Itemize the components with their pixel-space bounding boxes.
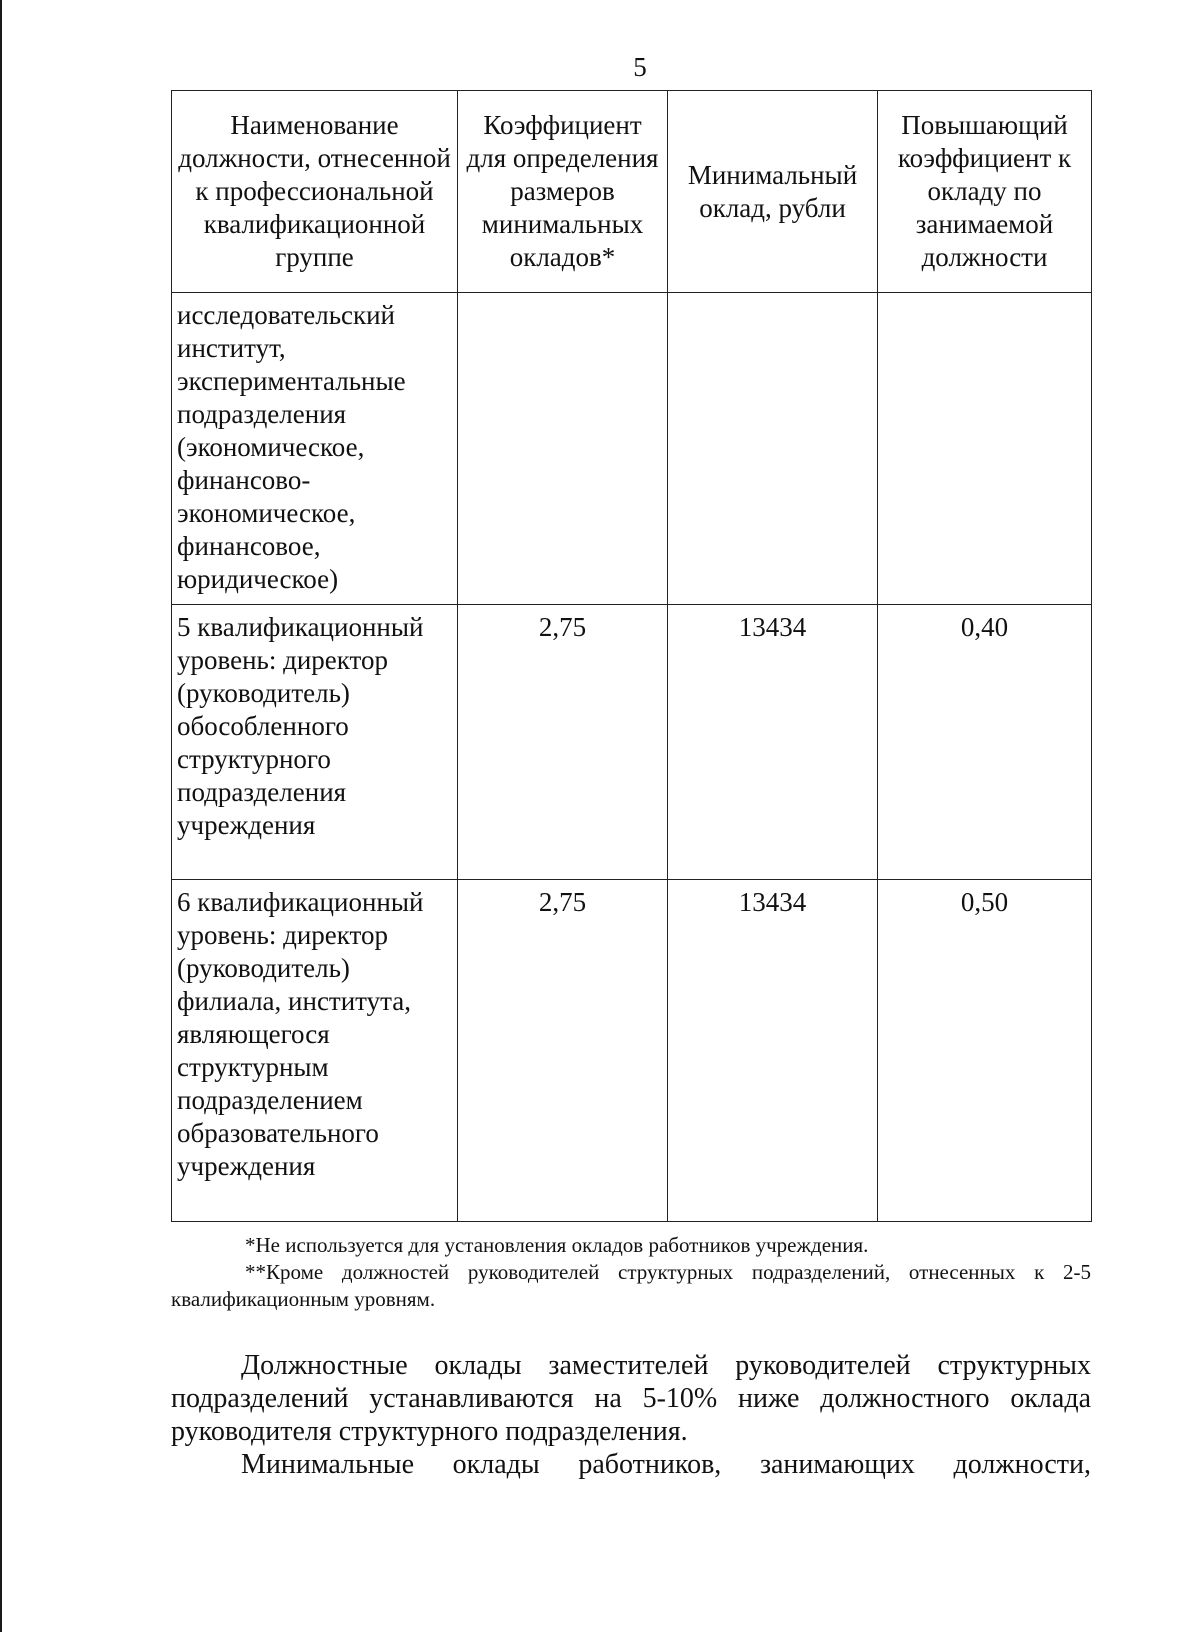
header-position: Наименование должности, отнесенной к профессиональной квалификационной группе xyxy=(172,91,458,293)
table-row xyxy=(172,605,1092,880)
footnote-1: *Не используется для установления окладов работников учреждения. xyxy=(245,1233,869,1257)
cell-position: 6 квалификационный уровень: директор (руководитель) филиала, института, являющегося структурным подразделением образовательного учреждения xyxy=(172,880,458,1222)
page-number: 5 xyxy=(633,52,647,82)
cell-position: 5 квалификационный уровень: директор (руководитель) обособленного структурного подразделения учреждения xyxy=(172,605,458,880)
cell-coefficient xyxy=(458,293,668,605)
cell-coefficient: 2,75 xyxy=(458,880,668,1222)
cell-raising-coefficient xyxy=(878,293,1092,605)
cell-min-salary xyxy=(668,293,878,605)
paragraph-deputy-salaries: Должностные оклады заместителей руководителей структурных подразделений устанавливаются на 5-10% ниже должностного оклада руководителя структурного подразделения. xyxy=(171,1350,1091,1447)
table-header-row xyxy=(172,91,1092,293)
cell-min-salary: 13434 xyxy=(668,880,878,1222)
cell-raising-coefficient: 0,50 xyxy=(878,880,1092,1222)
scan-edge-line xyxy=(0,0,2,1632)
cell-min-salary: 13434 xyxy=(668,605,878,880)
body-text xyxy=(171,1349,1091,1481)
header-min-salary: Минимальный оклад, рубли xyxy=(668,91,878,293)
table-row xyxy=(172,293,1092,605)
salary-table xyxy=(171,90,1092,1222)
table-row xyxy=(172,880,1092,1222)
cell-raising-coefficient: 0,40 xyxy=(878,605,1092,880)
cell-position: исследовательский институт, экспериментальные подразделения (экономическое, финансово-экономическое, финансовое, юридическое) xyxy=(172,293,458,605)
header-raising-coefficient: Повышающий коэффициент к окладу по занимаемой должности xyxy=(878,91,1092,293)
paragraph-minimum-salaries: Минимальные оклады работников, занимающих должности, xyxy=(241,1449,1091,1480)
header-coefficient: Коэффициент для определения размеров минимальных окладов* xyxy=(458,91,668,293)
cell-coefficient: 2,75 xyxy=(458,605,668,880)
footnotes xyxy=(171,1232,1091,1313)
footnote-2: **Кроме должностей руководителей структурных подразделений, отнесенных к 2-5 квалификационным уровням. xyxy=(171,1260,1091,1311)
